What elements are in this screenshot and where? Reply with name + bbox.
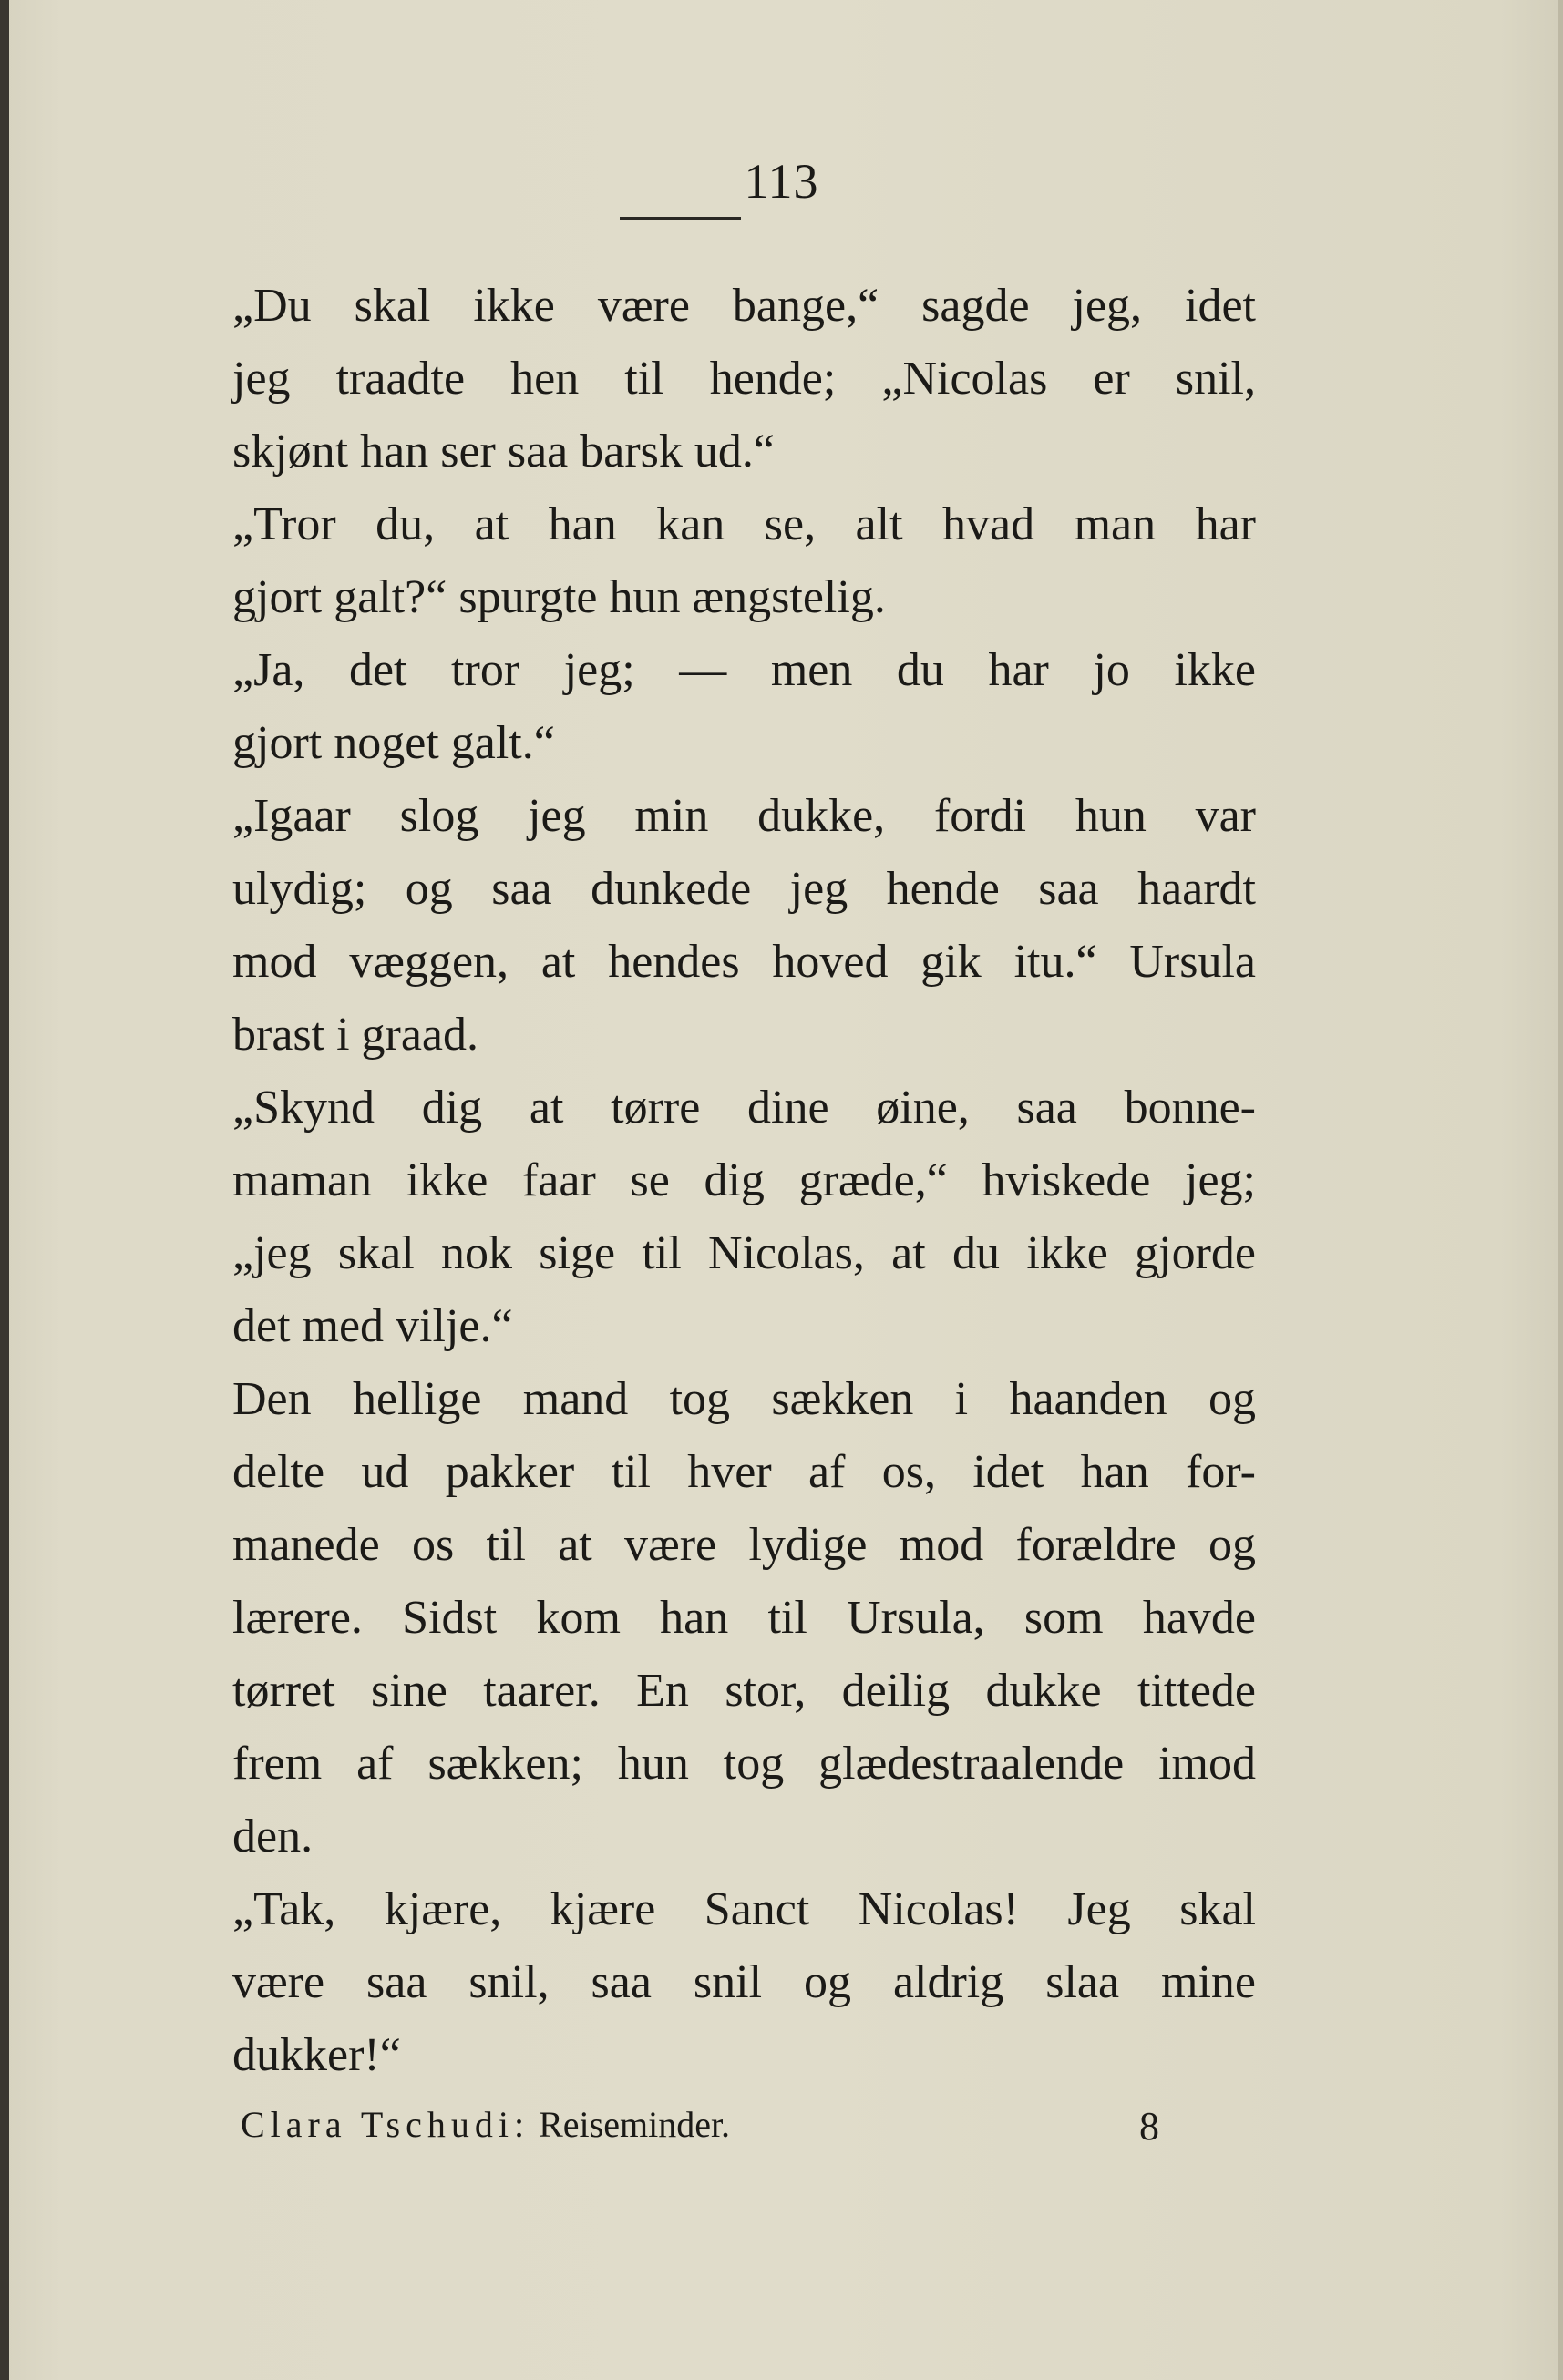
text-line: „Ja, det tror jeg; — men du har jo ikke [232,644,1256,696]
text-line: jeg traadte hen til hende; „Nicolas er snil, [232,353,1256,405]
text-line: „Skynd dig at tørre dine øine, saa bonne- [232,1082,1256,1134]
text-line: den. [232,1811,314,1862]
text-line: skjønt han ser saa barsk ud.“ [232,426,775,477]
text-line: tørret sine taarer. En stor, deilig dukke tittede [232,1665,1256,1717]
text-line: gjort noget galt.“ [232,717,555,769]
text-line: dukker!“ [232,2029,401,2081]
text-line: Den hellige mand tog sækken i haanden og [232,1373,1256,1425]
footer-author: Clara Tschudi: [241,2104,530,2145]
text-line: delte ud pakker til hver af os, idet han for- [232,1446,1256,1498]
paragraph [121,1072,1256,1363]
text-line: ulydig; og saa dunkede jeg hende saa haardt [232,863,1256,915]
text-line: „Igaar slog jeg min dukke, fordi hun var [232,790,1256,842]
page-footer [241,2103,1170,2149]
text-line: gjort galt?“ spurgte hun ængstelig. [232,571,886,623]
text-line: „Du skal ikke være bange,“ sagde jeg, idet [232,280,1256,332]
paragraph [121,1363,1256,1873]
text-line: lærere. Sidst kom han til Ursula, som havde [232,1592,1256,1644]
text-line: maman ikke faar se dig græde,“ hviskede jeg; [232,1154,1256,1206]
footer-title: Reiseminder. [539,2104,731,2145]
text-line: være saa snil, saa snil og aldrig slaa mine [232,1956,1256,2008]
text-line: det med vilje.“ [232,1300,513,1352]
text-line: „Tror du, at han kan se, alt hvad man har [232,498,1256,550]
page-number: 113 [744,154,819,209]
text-line: manede os til at være lydige mod forældre og [232,1519,1256,1571]
paragraph [121,488,1256,634]
page-left-edge [0,0,9,2380]
text-line: brast i graad. [232,1009,479,1061]
text-line: „jeg skal nok sige til Nicolas, at du ikke gjorde [232,1227,1256,1279]
page-right-edge [1558,0,1563,2380]
paragraph [121,634,1256,780]
signature-mark: 8 [1139,2104,1159,2149]
paragraph [121,1873,1256,2092]
text-line: frem af sækken; hun tog glædestraalende imod [232,1738,1256,1790]
page-number-rule [620,217,741,220]
text-line: mod væggen, at hendes hoved gik itu.“ Ursula [232,936,1256,988]
body-text [121,270,1256,2092]
paragraph [121,270,1256,488]
text-line: „Tak, kjære, kjære Sanct Nicolas! Jeg skal [232,1883,1256,1935]
paragraph [121,780,1256,1072]
